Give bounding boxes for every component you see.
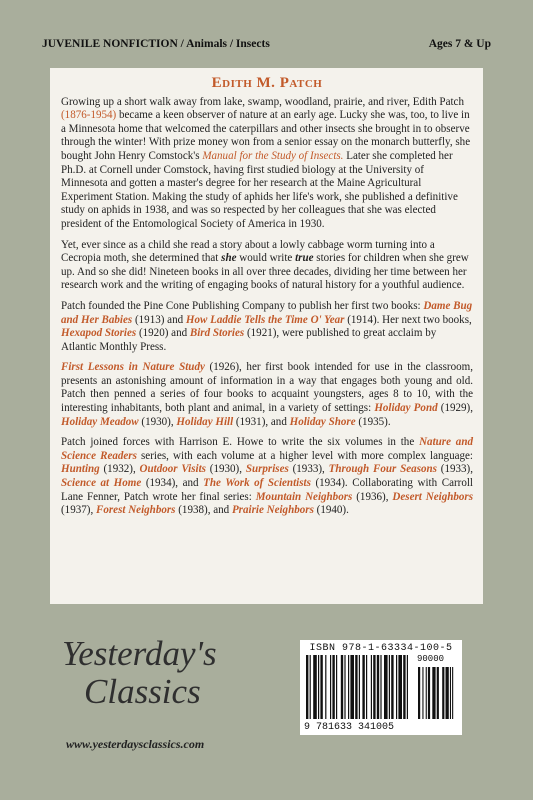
book-title: Holiday Meadow: [61, 415, 139, 428]
barcode-bar: [306, 655, 308, 719]
barcode-bar: [318, 655, 319, 719]
barcode-addon-bar: [446, 667, 449, 719]
text-span: (1913) and: [132, 313, 186, 326]
text-span: series, with each volume at a higher level with more complex language:: [136, 449, 473, 462]
text-span: Growing up a short walk away from lake, swamp, woodland, prairie, and river, Edith Patch: [61, 95, 464, 108]
text-span: Patch founded the Pine Cone Publishing Company to publish her first two books:: [61, 299, 424, 312]
barcode-bar: [341, 655, 343, 719]
barcode-addon-bar: [428, 667, 430, 719]
barcode-addon: 90000: [417, 654, 445, 664]
text-span: (1933),: [436, 463, 473, 476]
text-span: (1936),: [352, 490, 393, 503]
barcode-addon-bar: [426, 667, 427, 719]
text-span: (1929),: [437, 402, 473, 415]
text-span: Patch joined forces with Harrison E. Howe to write the six volumes in the: [61, 436, 420, 449]
text-span: (1938), and: [175, 504, 232, 517]
text-span: Yet, ever since as a child she read a story about a lowly cabbage worm turning into a Cecropia moth, she determined that: [61, 238, 435, 265]
barcode-bar: [398, 655, 402, 719]
emphasis: true: [295, 252, 314, 265]
paragraph-1: [61, 96, 473, 232]
book-title: First Lessons in Nature Study: [61, 361, 205, 374]
barcode-addon-bar: [432, 667, 435, 719]
book-title: Through Four Seasons: [328, 463, 437, 476]
category-label: JUVENILE NONFICTION / Animals / Insects: [42, 38, 270, 50]
barcode-bar: [391, 655, 393, 719]
barcode-bar: [366, 655, 367, 719]
text-span: (1926), her first book intended for use in the classroom, presents an astonishing amount of information in a way that engages both young and old. Patch then penned a series of four books to acquaint youngsters, ages 8 to 10, with the interesting inhabitants, both plant and animal, in a variety of settings:: [61, 361, 473, 415]
age-label: Ages 7 & Up: [428, 38, 491, 50]
book-title: Holiday Pond: [374, 402, 438, 415]
text-span: (1935).: [355, 415, 391, 428]
barcode-bar: [332, 655, 334, 719]
barcode-bar: [344, 655, 345, 719]
barcode-addon-bar: [452, 667, 453, 719]
isbn-label: ISBN 978-1-63334-100-5: [309, 643, 453, 654]
text-span: (1933),: [288, 463, 329, 476]
publisher-url: www.yesterdaysclassics.com: [66, 737, 205, 751]
barcode-bars: [306, 655, 456, 721]
barcode-bar: [350, 655, 354, 719]
barcode-bar: [325, 655, 326, 719]
text-span: (1931), and: [233, 415, 290, 428]
barcode-bar: [310, 655, 311, 719]
dates-span: (1876-1954): [61, 109, 117, 122]
book-title: Holiday Shore: [289, 415, 356, 428]
text-span: (1937),: [61, 504, 96, 517]
barcode-bar: [389, 655, 390, 719]
author-heading: [61, 77, 473, 91]
logo-line-2: Classics: [84, 672, 201, 711]
text-span: (1914). Her next two books,: [344, 313, 472, 326]
book-title: Bird Stories: [189, 327, 245, 340]
barcode: [300, 640, 462, 735]
barcode-bar: [355, 655, 357, 719]
book-title: Outdoor Visits: [139, 463, 206, 476]
barcode-addon-bar: [437, 667, 439, 719]
publisher-logo: [62, 635, 217, 711]
barcode-bar: [377, 655, 379, 719]
barcode-bar: [359, 655, 360, 719]
paragraph-4: [61, 361, 473, 429]
text-span: (1921), were published to great acclaim by Atlantic Monthly Press.: [61, 327, 437, 353]
barcode-digits: 9 781633 341005: [304, 722, 395, 733]
author-last: Patch: [279, 75, 323, 91]
header-bar: [42, 38, 491, 50]
book-title: Dame Bug and Her Babies: [61, 299, 473, 326]
text-span: stories for children when she grew up. And so she did! Nineteen books in all over three decades, dividing her time between her research work and the writing of engaging books of natural history for a youthful audience.: [61, 252, 469, 292]
book-title: Surprises: [245, 463, 289, 476]
text-span: (1930),: [205, 463, 246, 476]
text-span: became a keen observer of nature at an early age. Lucky she was, too, to live in a Minnesota home that welcomed the caterpillars and other insects she brought in to observe through the winter! With prize money won from a senior essay on the monarch butterfly, she bought John Henry Comstock's: [61, 109, 471, 162]
barcode-bar: [362, 655, 364, 719]
barcode-bar: [336, 655, 337, 719]
book-title: Holiday Hill: [176, 415, 234, 428]
book-title: Hunting: [61, 463, 100, 476]
text-span: (1934), and: [141, 477, 204, 490]
barcode-bar: [396, 655, 397, 719]
text-span: would write: [236, 252, 296, 265]
barcode-addon-bar: [442, 667, 444, 719]
barcode-bar: [403, 655, 405, 719]
paragraph-3: [61, 300, 473, 354]
book-title: Prairie Neighbors: [231, 504, 314, 517]
barcode-bar: [313, 655, 317, 719]
book-title: Science at Home: [61, 477, 142, 490]
barcode-bar: [380, 655, 381, 719]
barcode-bar: [320, 655, 322, 719]
text-span: (1934). Collaborating with Carroll Lane Fenner, Patch wrote her final series:: [61, 477, 473, 503]
text-span: Later she completed her Ph.D. at Cornell under Comstock, having first studied biology at the University of Minnesota and gotten a master's degree for her research at the Maine Agricultural Experiment Station. Making the study of aphids her life's work, she published a definitive study on aphids in 1938, and was so respected by her colleagues that she was elected president of the Entomological Society of America in 1930.: [61, 149, 458, 230]
barcode-bar: [348, 655, 349, 719]
book-title: Mountain Neighbors: [255, 490, 353, 503]
barcode-addon-bar: [450, 667, 451, 719]
book-title: Nature and Science Readers: [61, 436, 473, 462]
book-title: Hexapod Stories: [61, 327, 137, 340]
book-title: The Work of Scientists: [203, 477, 311, 490]
paragraph-5: [61, 436, 473, 518]
barcode-bar: [407, 655, 408, 719]
book-title: Manual for the Study of Insects.: [202, 149, 344, 162]
barcode-bar: [373, 655, 375, 719]
paragraph-2: [61, 239, 473, 293]
emphasis: she: [221, 252, 237, 265]
book-title: Forest Neighbors: [95, 504, 176, 517]
barcode-bar: [371, 655, 372, 719]
logo-line-1: Yesterday's: [62, 634, 217, 673]
barcode-addon-bar: [418, 667, 420, 719]
text-span: (1930),: [138, 415, 177, 428]
barcode-addon-bar: [422, 667, 423, 719]
book-title: How Laddie Tells the Time O' Year: [185, 313, 345, 326]
barcode-bar: [384, 655, 388, 719]
barcode-bar: [330, 655, 331, 719]
text-span: (1940).: [313, 504, 349, 517]
author-first: Edith M.: [211, 75, 276, 91]
description-panel: [50, 68, 483, 604]
text-span: (1920) and: [136, 327, 190, 340]
text-span: (1932),: [99, 463, 140, 476]
book-title: Desert Neighbors: [392, 490, 474, 503]
